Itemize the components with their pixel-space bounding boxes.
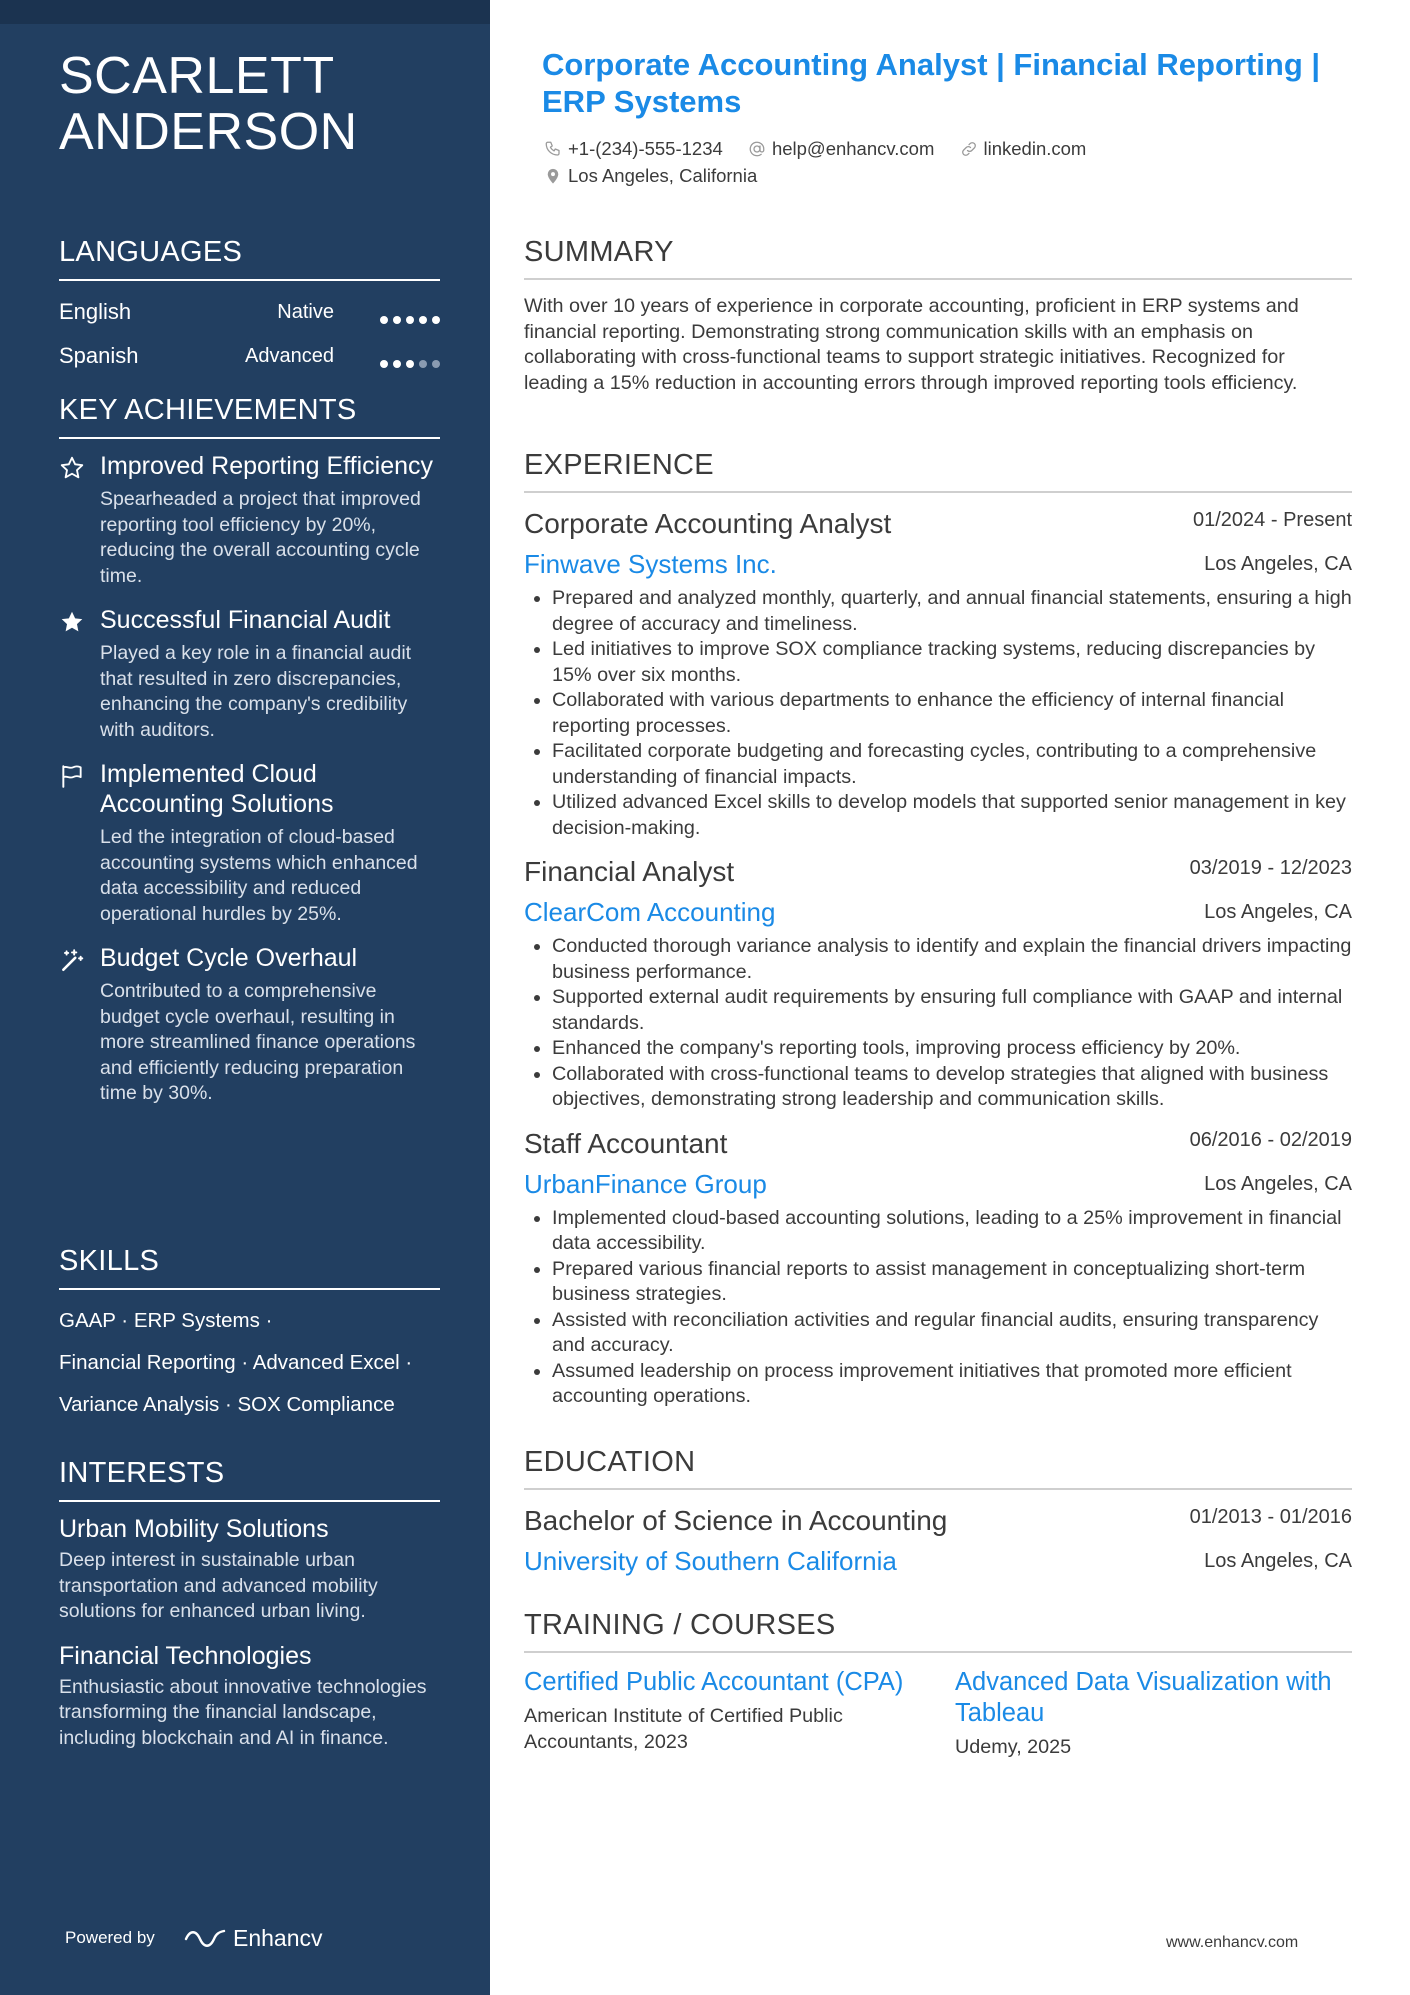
star-filled-icon [59,609,85,635]
skills-heading: SKILLS [59,1245,440,1290]
link-icon [960,140,978,158]
contact-phone[interactable] [544,138,723,160]
enhancv-logo-mark-icon [183,1924,227,1954]
job-bullet: • Collaborated with various departments to enhance the efficiency of internal financial reporting processes. [552,688,1352,739]
proficiency-dot [406,360,414,368]
contact-row-location [544,164,777,187]
enhancv-logo-text: Enhancv [233,1925,323,1951]
job-bullet: • Assumed leadership on process improvement initiatives that promoted more efficient accounting operations. [552,1359,1352,1410]
job-company: ClearCom Accounting [524,897,776,927]
interest-description: Enthusiastic about innovative technologies transforming the financial landscape, including blockchain and AI in finance. [59,1675,427,1749]
achievement-title: Successful Financial Audit [100,606,391,634]
job-bullet: • Implemented cloud-based accounting solutions, leading to a 25% improvement in financial data accessibility. [552,1206,1352,1257]
job-entry [524,855,1352,1113]
achievement-item [59,759,440,927]
job-location: Los Angeles, CA [1204,1172,1352,1195]
language-name: Spanish [59,343,139,368]
contact-row [544,137,1106,160]
achievement-item [59,943,440,1107]
job-bullet: • Facilitated corporate budgeting and forecasting cycles, contributing to a comprehensive understanding of financial impacts. [552,739,1352,790]
proficiency-dot [380,316,388,324]
achievements-section [59,394,440,1123]
footer-site-link[interactable]: www.enhancv.com [1166,1934,1299,1951]
language-level: Advanced [245,345,334,367]
languages-heading: LANGUAGES [59,236,440,281]
interests-section [59,1457,440,1767]
language-level: Native [277,301,334,323]
education-location: Los Angeles, CA [1204,1550,1352,1572]
skills-line: Variance Analysis · SOX Compliance [59,1393,395,1416]
training-heading: TRAINING / COURSES [524,1609,1352,1653]
course-provider: American Institute of Certified Public Accountants, 2023 [524,1705,843,1753]
summary-heading: SUMMARY [524,236,1352,280]
course-item [524,1667,934,1755]
job-location: Los Angeles, CA [1204,553,1352,575]
proficiency-dot [406,316,414,324]
experience-section [524,449,1352,1424]
job-bullet: • Conducted thorough variance analysis to identify and explain the financial drivers impacting business performance. [552,934,1352,985]
proficiency-dot [432,316,440,324]
job-bullet: • Enhanced the company's reporting tools, improving process efficiency by 20%. [552,1036,1352,1062]
course-provider: Udemy, 2025 [955,1736,1072,1758]
headline: Corporate Accounting Analyst | Financial Reporting | ERP Systems [542,47,1321,119]
job-title: Corporate Accounting Analyst [524,508,892,539]
achievement-title: Improved Reporting Efficiency [100,452,434,480]
education-dates: 01/2013 - 01/2016 [1189,1506,1352,1528]
contact-linkedin[interactable] [960,138,1087,160]
languages-section [59,236,440,381]
job-bullets [524,586,1352,841]
achievement-title: Budget Cycle Overhaul [100,944,358,972]
enhancv-logo[interactable] [183,1924,343,1954]
job-dates: 06/2016 - 02/2019 [1189,1128,1352,1151]
location-pin-icon [544,167,562,185]
candidate-name [59,48,459,160]
powered-by-label: Powered by [65,1928,155,1947]
job-dates: 03/2019 - 12/2023 [1189,857,1352,879]
sidebar-top-bar [0,0,490,24]
contact-email[interactable] [748,138,934,160]
interests-heading: INTERESTS [59,1457,440,1502]
job-company: UrbanFinance Group [524,1168,767,1199]
achievement-description: Spearheaded a project that improved reporting tool efficiency by 20%, reducing the overall accounting cycle time. [100,488,421,587]
school-name: University of Southern California [524,1546,897,1576]
proficiency-dot-empty [432,360,440,368]
proficiency-dot [393,360,401,368]
language-proficiency-dots [375,304,440,318]
interest-title: Urban Mobility Solutions [59,1515,329,1543]
achievement-title: Implemented Cloud Accounting Solutions [100,760,334,818]
job-company: Finwave Systems Inc. [524,549,777,579]
achievements-heading: KEY ACHIEVEMENTS [59,394,440,439]
course-title: Certified Public Accountant (CPA) [524,1668,904,1696]
email-text: help@enhancv.com [771,138,935,160]
contact-location [544,165,757,187]
education-heading: EDUCATION [524,1446,1352,1490]
interest-description: Deep interest in sustainable urban transportation and advanced mobility solutions for enhanced urban living. [59,1549,378,1622]
proficiency-dot [419,316,427,324]
job-bullet: • Prepared and analyzed monthly, quarterly, and annual financial statements, ensuring a high degree of accuracy and timeliness. [552,586,1352,637]
course-item [955,1667,1352,1761]
language-proficiency-dots [375,348,440,362]
education-section [524,1446,1352,1591]
job-entry [524,1127,1352,1410]
language-row [59,293,440,337]
achievement-description: Contributed to a comprehensive budget cycle overhaul, resulting in more streamlined finance operations and efficiently reducing preparation time by 30%. [100,980,416,1104]
summary-section [524,236,1352,396]
phone-icon [544,140,562,158]
achievement-item [59,605,440,743]
proficiency-dot-empty [419,360,427,368]
job-bullet: • Utilized advanced Excel skills to develop models that supported senior management in key decision-making. [552,790,1352,841]
name-last: ANDERSON [59,103,358,161]
language-row [59,337,440,381]
job-bullet: • Prepared various financial reports to assist management in conceptualizing short-term business strategies. [552,1257,1352,1308]
summary-text: With over 10 years of experience in corporate accounting, proficient in ERP systems and financial reporting. Demonstrating strong communication skills with an emphasis on collaborating with cross-functional teams to support strategic initiatives. Recognized for leading a 15% reduction in accounting errors through improved reporting tools efficiency. [524,295,1299,394]
at-icon [748,140,766,158]
star-outline-icon [59,455,85,481]
skills-line: GAAP · ERP Systems · [59,1309,273,1332]
experience-heading: EXPERIENCE [524,449,1352,493]
job-title: Financial Analyst [524,856,735,887]
job-bullets [524,1206,1352,1410]
achievement-description: Played a key role in a financial audit that resulted in zero discrepancies, enhancing the company's credibility with auditors. [100,642,412,741]
job-title: Staff Accountant [524,1127,728,1159]
proficiency-dot [380,360,388,368]
job-bullets [524,934,1352,1113]
job-bullet: • Supported external audit requirements by ensuring full compliance with GAAP and internal standards. [552,985,1352,1036]
location-text: Los Angeles, California [568,165,758,187]
skills-section [59,1245,440,1434]
job-bullet: • Led initiatives to improve SOX compliance tracking systems, reducing discrepancies by 15% over six months. [552,637,1352,688]
course-title: Advanced Data Visualization with Tableau [955,1668,1332,1727]
language-name: English [59,299,132,324]
magic-wand-icon [59,947,85,973]
education-entry [524,1504,1352,1577]
training-section [524,1609,1352,1787]
job-entry [524,507,1352,841]
flag-icon [59,763,85,789]
job-bullet: • Collaborated with cross-functional teams to develop strategies that aligned with business objectives, demonstrating strong leadership and communication skills. [552,1062,1352,1113]
achievement-description: Led the integration of cloud-based accounting systems which enhanced data accessibility and reduced operational hurdles by 25%. [100,826,418,925]
interest-title: Financial Technologies [59,1641,312,1670]
job-location: Los Angeles, CA [1204,901,1352,923]
proficiency-dot [393,316,401,324]
linkedin-text: linkedin.com [983,138,1087,160]
job-dates: 01/2024 - Present [1193,509,1352,531]
degree: Bachelor of Science in Accounting [524,1505,948,1536]
job-bullet: • Assisted with reconciliation activities and regular financial audits, ensuring transparency and accuracy. [552,1308,1352,1359]
name-first: SCARLETT [59,47,335,105]
skills-line: Financial Reporting · Advanced Excel · [59,1351,413,1374]
sidebar [0,0,490,1995]
phone-text: +1-(234)-555-1234 [568,138,723,160]
achievement-item [59,451,440,589]
